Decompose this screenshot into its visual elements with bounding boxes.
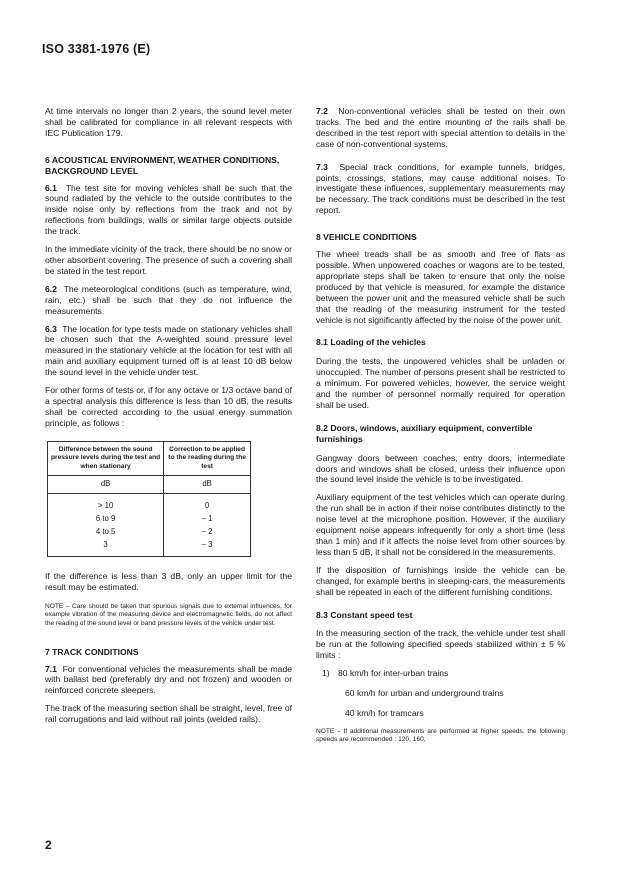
document-id: ISO 3381-1976 (E) bbox=[42, 42, 151, 56]
clause-6-2 bbox=[45, 284, 292, 317]
unit-cell: dB bbox=[48, 476, 164, 494]
table-row bbox=[48, 525, 251, 538]
section-6-title: 6 ACOUSTICAL ENVIRONMENT, WEATHER CONDITIONS, BACKGROUND LEVEL bbox=[45, 154, 280, 176]
correction-cell: – 3 bbox=[164, 538, 251, 557]
wheel-paragraph: The wheel treads shall be as smooth and free of flats as possible. When unpowered coaches or wagons are to be tested, appropriate steps shall be taken to ensure that only the noise produced by that vehicle is measured, for example the distance between the power unit and the measured vehicle shall be such that the reading of the measuring instrument for the tested vehicle is not significantly affected by the noise of the power unit. bbox=[316, 249, 565, 325]
correction-cell: – 2 bbox=[164, 525, 251, 538]
clause-7-2 bbox=[316, 106, 565, 150]
doors-paragraph: Gangway doors between coaches, entry doors, intermediate doors and windows shall be closed, unless their influence upon the sound level inside the vehicle is to be investigated. bbox=[316, 452, 565, 485]
clause-number: 6.2 bbox=[45, 283, 57, 294]
furnishings-paragraph: If the disposition of furnishings inside the vehicle can be changed, for example berths in sleeping-cars, the measurements shall be repeated in each of the different furnishing conditions. bbox=[316, 564, 565, 597]
table-row bbox=[48, 538, 251, 557]
correction-cell: 0 bbox=[164, 494, 251, 513]
clause-number: 7.1 bbox=[45, 663, 57, 674]
difference-cell: 3 bbox=[48, 538, 164, 557]
less-than-3-paragraph: If the difference is less than 3 dB, only an upper limit for the result may be estimated. bbox=[45, 571, 292, 592]
intro-paragraph: At time intervals no longer than 2 years, the sound level meter shall be calibrated for compliance in all relevant respects with IEC Publication 179. bbox=[45, 106, 292, 138]
subsection-8-3-title: 8.3 Constant speed test bbox=[316, 609, 413, 620]
column-header-difference: Difference between the sound pressure levels during the test and when stationary bbox=[48, 441, 164, 476]
clause-number: 7.2 bbox=[316, 106, 328, 116]
unit-cell: dB bbox=[164, 476, 251, 494]
clause-text: The meteorological conditions (such as temperature, wind, rain, etc.) shall be such that they do not influence the measurements. bbox=[45, 283, 292, 316]
table-row bbox=[48, 494, 251, 513]
clause-6-1 bbox=[45, 183, 292, 238]
left-column bbox=[45, 106, 292, 732]
auxiliary-paragraph: Auxiliary equipment of the test vehicles which can operate during the run shall be in action if their noise contributes distinctly to the noise level at the microphone position. However, if the auxiliary equipment noise appears infrequently for only a short time (less than 1 min) and if it affects the noise level from other sources by less than 5 dB, it shall not be considered in the measurements. bbox=[316, 492, 565, 557]
track-paragraph: The track of the measuring section shall be straight, level, free of rail corrugations and laid without rail joints (welded rails). bbox=[45, 703, 292, 725]
list-item bbox=[322, 668, 565, 679]
clause-number: 6.1 bbox=[45, 182, 57, 193]
clause-6-3 bbox=[45, 324, 292, 379]
difference-cell: > 10 bbox=[48, 494, 164, 513]
speed-item: 40 km/h for tramcars bbox=[345, 707, 424, 718]
clause-7-3 bbox=[316, 162, 565, 217]
speed-item: 80 km/h for inter-urban trains bbox=[338, 668, 449, 679]
other-forms-paragraph: For other forms of tests or, if for any octave or 1/3 octave band of a spectral analysis this difference is less than 10 dB, the results shall be corrected according to the usual energy summation principle, as follows : bbox=[45, 385, 292, 428]
clause-text: The location for type tests made on stationary vehicles shall be chosen such that the A-weighted sound pressure level measured in the stationary vehicle at the location for test with all main and auxiliary equipment turned off is at least 10 dB below the sound level in the vehicle under test. bbox=[45, 323, 293, 378]
difference-cell: 4 to 5 bbox=[48, 525, 164, 538]
page-number: 2 bbox=[45, 838, 52, 852]
note-spurious-signals: NOTE – Care should be taken that spurious signals due to external influences, for example vibration of the measuring device and electromagnetic fields, do not affect the reading of the sound level or band pressure levels of the vehicle under test. bbox=[45, 602, 292, 628]
loading-paragraph: During the tests, the unpowered vehicles shall be unladen or unoccupied. The number of persons present shall be restricted to a minimum. For powered vehicles, however, the service weight and the number of personnel normally required for operation shall be used. bbox=[316, 356, 565, 410]
difference-cell: 6 to 9 bbox=[48, 512, 164, 525]
vicinity-paragraph: In the immediate vicinity of the track, there should be no snow or other absorbent covering. The presence of such a covering shall be stated in the test report. bbox=[45, 244, 292, 276]
subsection-8-2-title: 8.2 Doors, windows, auxiliary equipment, convertible furnishings bbox=[316, 422, 533, 444]
clause-text: Non-conventional vehicles shall be tested on their own tracks. The bed and the entire mounting of the rails shall be described in the test report with special attention to details in the case of non-conventional systems. bbox=[316, 106, 565, 149]
subsection-8-1-title: 8.1 Loading of the vehicles bbox=[316, 337, 426, 348]
right-column bbox=[316, 106, 565, 763]
clause-number: 7.3 bbox=[316, 161, 328, 172]
clause-text: The test site for moving vehicles shall be such that the sound radiated by the vehicle to the outside contributes to the inside noise only by reflections from the track and not by reflections from buildings, walls or similar large objects outside the track. bbox=[45, 182, 292, 237]
clause-7-1 bbox=[45, 664, 292, 697]
correction-table bbox=[47, 441, 251, 557]
speed-list bbox=[322, 668, 565, 719]
column-header-correction: Correction to be applied to the reading during the test bbox=[164, 441, 251, 476]
note-higher-speeds: NOTE – If additional measurements are performed at higher speeds, the following speeds are recommended : 120, 160, bbox=[316, 727, 565, 744]
speed-paragraph: In the measuring section of the track, the vehicle under test shall be run at the following specified speeds stabilized within ± 5 % limits : bbox=[316, 628, 565, 661]
list-label: 1) bbox=[322, 668, 330, 679]
speed-item: 60 km/h for urban and underground trains bbox=[345, 688, 504, 699]
clause-number: 6.3 bbox=[45, 323, 57, 334]
clause-text: Special track conditions, for example tunnels, bridges, points, crossings, stations, may cause additional noises. To investigate these influences, supplementary measurements may be necessary. The track conditions must be described in the test report. bbox=[316, 161, 566, 216]
table-row bbox=[48, 512, 251, 525]
section-8-title: 8 VEHICLE CONDITIONS bbox=[316, 232, 417, 243]
section-7-title: 7 TRACK CONDITIONS bbox=[45, 646, 139, 657]
clause-text: For conventional vehicles the measurements shall be made with ballast bed (preferably dry and not frozen) and wooden or reinforced concrete sleepers. bbox=[45, 663, 293, 696]
correction-cell: – 1 bbox=[164, 512, 251, 525]
